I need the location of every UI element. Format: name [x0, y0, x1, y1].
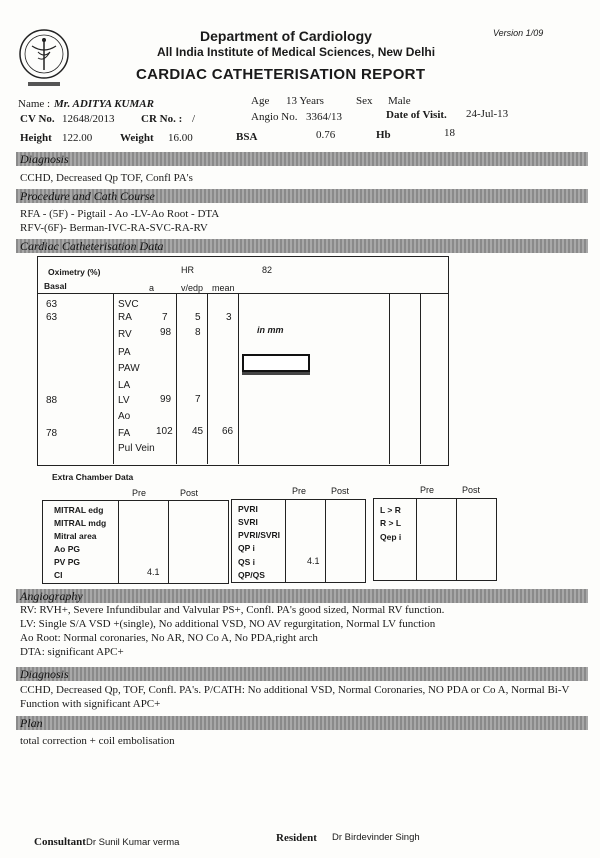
resistance-row-label: QS i — [238, 557, 256, 567]
row-site: PAW — [118, 363, 140, 374]
row-site: RV — [118, 329, 132, 340]
row-v: 45 — [192, 426, 204, 437]
diagnosis-text: CCHD, Decreased Qp TOF, Confl PA's — [20, 172, 193, 184]
sex-label: Sex — [356, 95, 373, 107]
row-v: 5 — [195, 312, 201, 323]
shunt-row-label: Qep i — [380, 532, 402, 542]
cath-col-divider — [238, 293, 239, 464]
extra-post-3: Post — [462, 485, 481, 495]
diagnosis2-line-1: CCHD, Decreased Qp, TOF, Confl. PA's. P/CATH: No additional VSD, Normal Coronaries, NO PDA or Co A, Normal Bi-V — [20, 684, 570, 696]
resistance-row-label: QP i — [238, 543, 255, 553]
valve-row-label: CI — [54, 570, 63, 580]
valve-row-label: Ao PG — [54, 544, 80, 554]
row-a: 99 — [160, 394, 172, 405]
cathdata-heading: Cardiac Catheterisation Data — [20, 239, 164, 253]
hb-label: Hb — [376, 129, 391, 141]
resident-name: Dr Birdevinder Singh — [332, 832, 420, 843]
bsa-label: BSA — [236, 131, 258, 143]
valve-row-label: MITRAL edg — [54, 505, 104, 515]
diagnosis2-line-2: Function with significant APC+ — [20, 698, 161, 710]
extra-pre-1: Pre — [132, 488, 147, 498]
extra-pre-3: Pre — [420, 485, 435, 495]
hr-label: HR — [181, 265, 194, 275]
qs-pre-value: 4.1 — [307, 556, 320, 566]
row-site: LA — [118, 380, 131, 391]
row-site: Ao — [118, 411, 131, 422]
resistance-row-label: QP/QS — [238, 570, 265, 580]
row-site: LV — [118, 395, 130, 406]
valve-col-divider — [118, 500, 119, 583]
resistance-col-divider — [285, 499, 286, 582]
shunt-col-divider — [416, 498, 417, 580]
cr-value: / — [192, 113, 196, 125]
patient-name: Mr. ADITYA KUMAR — [54, 98, 154, 110]
row-site: Pul Vein — [118, 443, 155, 454]
cathdata-section-bar — [16, 239, 588, 253]
row-v: 7 — [195, 394, 201, 405]
age-label: Age — [251, 95, 270, 107]
consultant-name: Dr Sunil Kumar verma — [86, 837, 180, 848]
consultant-label: Consultant — [34, 836, 86, 848]
extra-post-1: Post — [180, 488, 199, 498]
extra-chamber-title: Extra Chamber Data — [52, 472, 134, 482]
basal-label: Basal — [44, 281, 67, 291]
cr-label: CR No. : — [141, 113, 183, 125]
row-site: SVC — [118, 299, 139, 310]
row-a: 102 — [156, 426, 173, 437]
row-v: 8 — [195, 327, 201, 338]
resident-label: Resident — [276, 832, 317, 844]
resistance-row-label: PVRI/SVRI — [238, 530, 281, 540]
diagnosis-section-bar — [16, 152, 588, 166]
angiography-heading: Angiography — [20, 589, 83, 603]
row-a: 98 — [160, 327, 172, 338]
row-site: FA — [118, 428, 131, 439]
cath-col-divider — [176, 293, 177, 464]
ci-pre-value: 4.1 — [147, 567, 160, 577]
extra-pre-2: Pre — [292, 486, 307, 496]
in-mm-label: in mm — [257, 325, 284, 335]
angiography-section-bar — [16, 589, 588, 603]
procedure-line-2: RFV-(6F)- Berman-IVC-RA-SVC-RA-RV — [20, 222, 208, 234]
shunt-col-divider — [456, 498, 457, 580]
row-sat: 88 — [46, 395, 58, 406]
cv-label: CV No. — [20, 113, 55, 125]
angiography-line-4: DTA: significant APC+ — [20, 646, 124, 658]
cath-col-divider — [113, 293, 114, 464]
col-vedp-header: v/edp — [181, 283, 204, 293]
visit-value: 24-Jul-13 — [466, 108, 509, 120]
row-sat: 78 — [46, 428, 58, 439]
diagnosis2-section-bar — [16, 667, 588, 681]
diagnosis-heading: Diagnosis — [20, 152, 69, 166]
row-sat: 63 — [46, 299, 58, 310]
angio-value: 3364/13 — [306, 111, 343, 123]
resistance-row-label: SVRI — [238, 517, 258, 527]
cath-col-divider — [389, 293, 390, 464]
institute-logo — [18, 28, 70, 90]
valve-row-label: PV PG — [54, 557, 80, 567]
angiography-line-1: RV: RVH+, Severe Infundibular and Valvular PS+, Confl. PA's good sized, Normal RV function. — [20, 604, 445, 616]
oximetry-label: Oximetry (%) — [48, 267, 101, 277]
shunt-row-label: L > R — [380, 505, 401, 515]
valve-col-divider — [168, 500, 169, 583]
col-a-header: a — [149, 283, 155, 293]
plan-text: total correction + coil embolisation — [20, 735, 175, 747]
procedure-section-bar — [16, 189, 588, 203]
row-a: 7 — [162, 312, 168, 323]
report-title: CARDIAC CATHETERISATION REPORT — [136, 66, 426, 83]
weight-label: Weight — [120, 132, 154, 144]
cath-col-divider — [207, 293, 208, 464]
shunt-row-label: R > L — [380, 518, 402, 528]
row-mean: 66 — [222, 426, 234, 437]
plan-heading: Plan — [20, 716, 43, 730]
angiography-line-3: Ao Root: Normal coronaries, No AR, NO Co A, No PDA,right arch — [20, 632, 318, 644]
department-title: Department of Cardiology — [200, 28, 372, 44]
row-site: PA — [118, 347, 131, 358]
cath-col-divider — [420, 293, 421, 464]
sex-value: Male — [388, 95, 411, 107]
valve-row-label: MITRAL mdg — [54, 518, 107, 528]
procedure-line-1: RFA - (5F) - Pigtail - Ao -LV-Ao Root - DTA — [20, 208, 220, 220]
procedure-heading: Procedure and Cath Course — [20, 189, 155, 203]
cath-header-rule — [37, 293, 448, 294]
plan-section-bar — [16, 716, 588, 730]
age-value: 13 Years — [286, 95, 324, 107]
height-value: 122.00 — [62, 132, 93, 144]
diagnosis2-heading: Diagnosis — [20, 667, 69, 681]
name-label: Name : — [18, 98, 51, 110]
weight-value: 16.00 — [168, 132, 193, 144]
angio-label: Angio No. — [251, 111, 298, 123]
bsa-value: 0.76 — [316, 129, 336, 141]
extra-post-2: Post — [331, 486, 350, 496]
angiography-line-2: LV: Single S/A VSD +(single), No additional VSD, NO AV regurgitation, Normal LV function — [20, 618, 436, 630]
row-sat: 63 — [46, 312, 58, 323]
col-mean-header: mean — [212, 283, 235, 293]
hb-value: 18 — [444, 127, 455, 139]
hr-value: 82 — [262, 265, 273, 275]
visit-label: Date of Visit. — [386, 109, 447, 121]
valve-row-label: Mitral area — [54, 531, 97, 541]
height-label: Height — [20, 132, 52, 144]
institute-name: All India Institute of Medical Sciences, New Delhi — [157, 45, 436, 59]
cv-value: 12648/2013 — [62, 113, 115, 125]
resistance-row-label: PVRI — [238, 504, 258, 514]
version-label: Version 1/09 — [493, 28, 544, 38]
measurement-box — [242, 354, 310, 372]
resistance-col-divider — [325, 499, 326, 582]
row-site: RA — [118, 312, 132, 323]
row-mean: 3 — [226, 312, 232, 323]
